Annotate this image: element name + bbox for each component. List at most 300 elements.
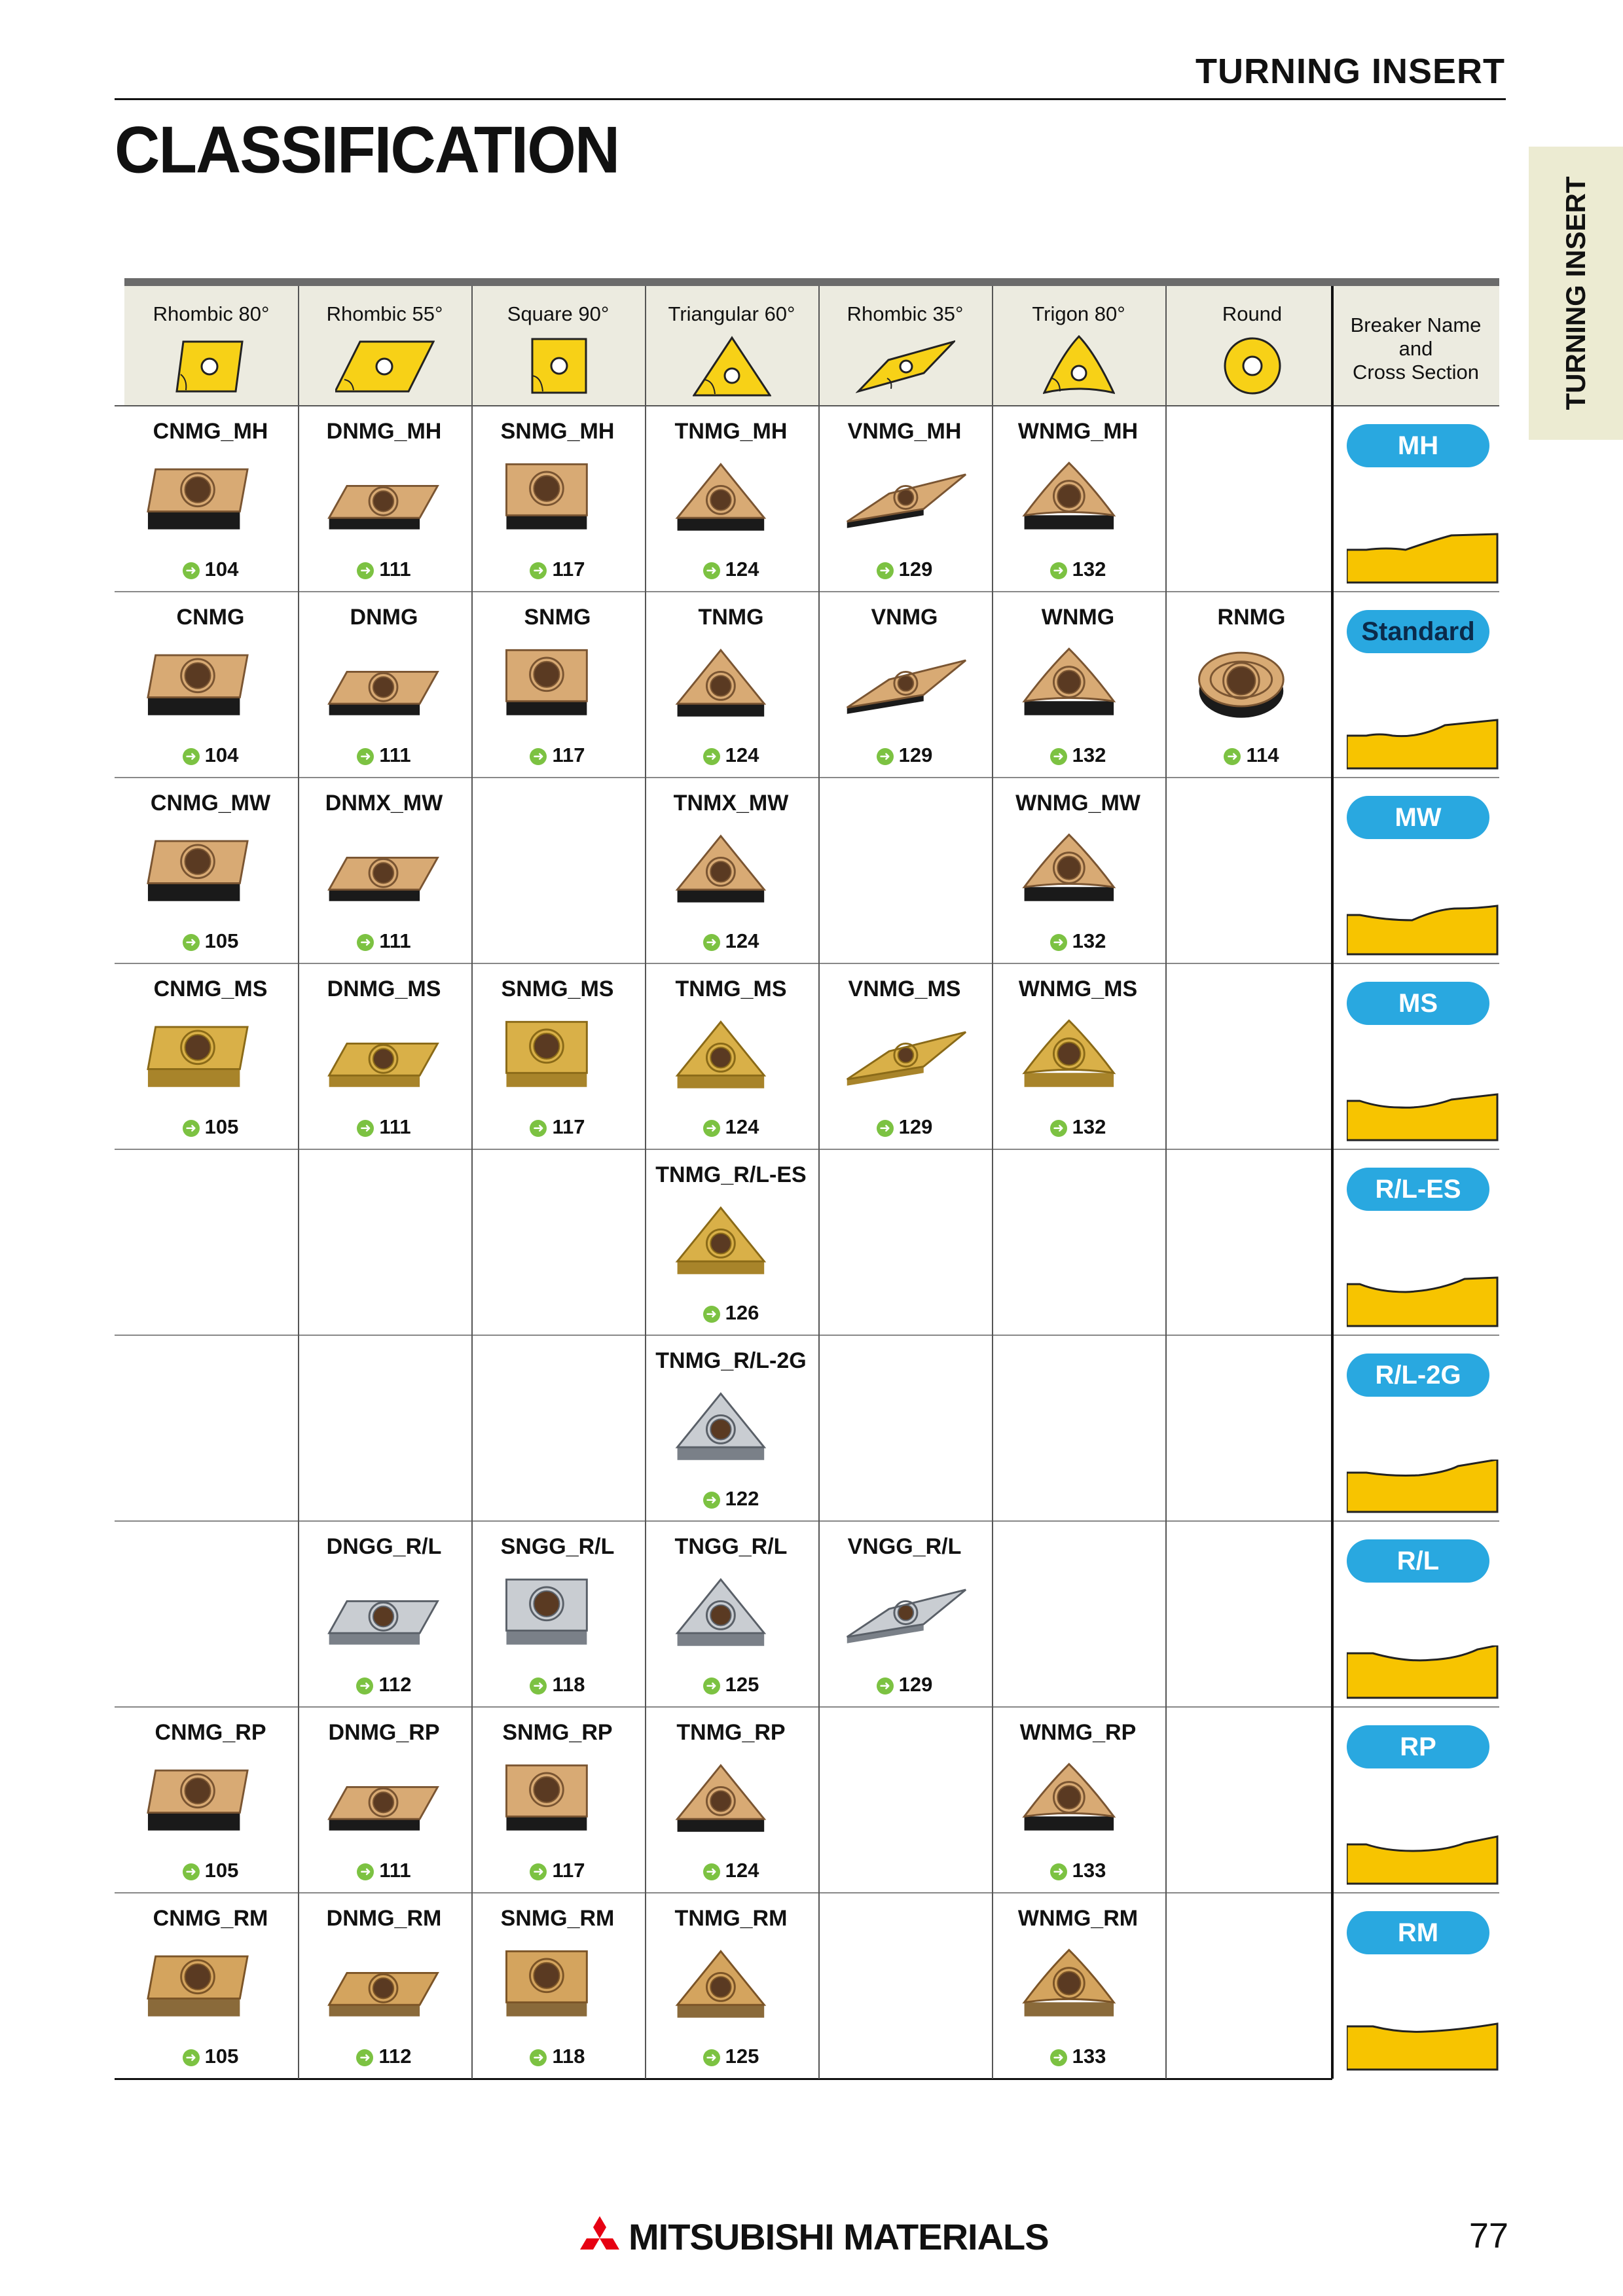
insert-name: VNMG xyxy=(871,605,938,630)
table-top-bar xyxy=(124,278,1499,286)
insert-photo xyxy=(841,1575,968,1650)
insert-cell[interactable] xyxy=(124,1707,297,1892)
insert-photo xyxy=(667,645,795,721)
page-number-ref: 124 xyxy=(725,929,759,952)
insert-photo xyxy=(494,1946,621,2022)
page-number-ref: 112 xyxy=(378,1673,412,1696)
page-number-ref: 125 xyxy=(725,1673,759,1696)
page-number-ref: 111 xyxy=(379,1859,411,1882)
breaker-badge[interactable]: MH xyxy=(1347,424,1489,467)
page-number-ref: 126 xyxy=(725,1301,759,1324)
page-number-ref: 122 xyxy=(725,1487,759,1510)
insert-cell[interactable] xyxy=(645,1707,817,1892)
insert-name: WNMG_MW xyxy=(1015,791,1140,816)
insert-shape-icon xyxy=(856,334,955,399)
arrow-icon: ➜ xyxy=(703,1863,720,1880)
page-number-ref: 112 xyxy=(378,2045,412,2068)
insert-cell[interactable] xyxy=(298,1893,470,2078)
insert-name: SNMG_MH xyxy=(500,419,615,444)
page-number-ref: 132 xyxy=(1072,558,1106,581)
insert-photo xyxy=(667,1946,795,2022)
arrow-icon: ➜ xyxy=(1050,1120,1067,1137)
arrow-icon: ➜ xyxy=(1050,1863,1067,1880)
side-tab[interactable] xyxy=(1529,147,1623,440)
insert-cell[interactable] xyxy=(818,963,991,1149)
page-reference[interactable] xyxy=(124,744,297,767)
cross-section-profile-icon xyxy=(1347,1274,1499,1327)
page-reference[interactable] xyxy=(645,2045,817,2068)
insert-cell[interactable] xyxy=(471,1707,644,1892)
page-number-ref: 104 xyxy=(204,744,239,766)
breaker-cell xyxy=(1332,963,1499,1149)
page-number-ref: 124 xyxy=(725,1859,759,1882)
page-number-ref: 118 xyxy=(552,2045,585,2068)
insert-photo xyxy=(147,1017,274,1092)
shape-header-label: Rhombic 80° xyxy=(153,302,270,325)
arrow-icon: ➜ xyxy=(183,748,200,765)
insert-cell[interactable] xyxy=(124,778,297,963)
breaker-cell xyxy=(1332,592,1499,777)
insert-cell[interactable] xyxy=(124,963,297,1149)
insert-photo xyxy=(1014,1946,1142,2022)
page-reference[interactable] xyxy=(818,558,991,581)
page-number-ref: 111 xyxy=(379,1115,411,1138)
arrow-icon: ➜ xyxy=(703,748,720,765)
page-reference[interactable] xyxy=(298,558,470,581)
insert-photo xyxy=(494,1761,621,1836)
arrow-icon: ➜ xyxy=(1050,934,1067,951)
breaker-cell xyxy=(1332,1893,1499,2078)
shape-header-label: Rhombic 35° xyxy=(847,302,964,325)
page-reference[interactable] xyxy=(124,558,297,581)
insert-name: TNMX_MW xyxy=(673,791,789,816)
arrow-icon: ➜ xyxy=(183,1120,200,1137)
insert-name: SNMG_RP xyxy=(502,1720,613,1745)
breaker-cell xyxy=(1332,778,1499,963)
page-number-ref: 133 xyxy=(1072,1859,1106,1882)
insert-name: RNMG xyxy=(1217,605,1286,630)
column-divider xyxy=(645,286,646,2079)
arrow-icon: ➜ xyxy=(703,1120,720,1137)
page-number-ref: 124 xyxy=(725,1115,759,1138)
arrow-icon: ➜ xyxy=(703,1306,720,1323)
insert-cell[interactable] xyxy=(298,1707,470,1892)
insert-cell[interactable] xyxy=(645,406,817,591)
insert-name: SNMG_MS xyxy=(501,977,614,1001)
arrow-icon: ➜ xyxy=(357,748,374,765)
page-reference[interactable] xyxy=(645,929,817,953)
insert-cell[interactable] xyxy=(645,1521,817,1706)
insert-photo xyxy=(667,1575,795,1650)
insert-name: DNMG_RP xyxy=(328,1720,440,1745)
column-divider xyxy=(1165,286,1167,2079)
insert-photo xyxy=(841,1017,968,1092)
breaker-cell xyxy=(1332,1149,1499,1335)
page-reference[interactable] xyxy=(992,558,1164,581)
insert-photo xyxy=(320,1575,448,1650)
insert-name: CNMG_MW xyxy=(150,791,271,816)
column-divider xyxy=(992,286,993,2079)
insert-shape-icon xyxy=(526,334,591,399)
shape-header-label: Trigon 80° xyxy=(1032,302,1125,325)
arrow-icon: ➜ xyxy=(877,562,894,579)
insert-cell[interactable] xyxy=(298,963,470,1149)
insert-cell[interactable] xyxy=(298,1521,470,1706)
page-reference[interactable] xyxy=(992,744,1164,767)
page-reference[interactable] xyxy=(124,1859,297,1882)
insert-cell[interactable] xyxy=(992,963,1164,1149)
insert-photo xyxy=(667,1389,795,1464)
insert-photo xyxy=(147,459,274,535)
page-reference[interactable] xyxy=(645,1301,817,1325)
page-reference[interactable] xyxy=(124,1115,297,1139)
page-number-ref: 132 xyxy=(1072,1115,1106,1138)
insert-photo xyxy=(320,1017,448,1092)
insert-shape-icon xyxy=(1043,334,1115,399)
insert-cell[interactable] xyxy=(992,1893,1164,2078)
insert-name: WNMG_MH xyxy=(1017,419,1139,444)
page-reference[interactable] xyxy=(471,558,644,581)
page-number-ref: 104 xyxy=(204,558,239,581)
insert-name: TNMG_MH xyxy=(674,419,788,444)
insert-cell[interactable] xyxy=(818,1521,991,1706)
column-divider xyxy=(471,286,473,2079)
insert-cell[interactable] xyxy=(645,1335,817,1520)
page-number-ref: 118 xyxy=(552,1673,585,1696)
page-number-ref: 117 xyxy=(552,1115,585,1138)
arrow-icon: ➜ xyxy=(703,2049,720,2066)
insert-shape-icon xyxy=(175,334,247,399)
arrow-icon: ➜ xyxy=(183,562,200,579)
insert-cell[interactable] xyxy=(124,406,297,591)
breaker-header-line: Cross Section xyxy=(1353,361,1479,384)
page-number-ref: 129 xyxy=(898,744,933,766)
insert-photo xyxy=(494,1575,621,1650)
page-reference[interactable] xyxy=(124,929,297,953)
page-number-ref: 111 xyxy=(379,744,411,766)
insert-photo xyxy=(147,831,274,906)
breaker-badge[interactable]: Standard xyxy=(1347,610,1489,653)
insert-name: DNMG_MH xyxy=(326,419,442,444)
insert-photo xyxy=(1014,1761,1142,1836)
insert-cell[interactable] xyxy=(124,592,297,777)
insert-name: TNMG_RP xyxy=(676,1720,786,1745)
insert-name: WNMG_RP xyxy=(1019,1720,1137,1745)
arrow-icon: ➜ xyxy=(183,2049,200,2066)
column-divider xyxy=(298,286,299,2079)
insert-photo xyxy=(1014,645,1142,721)
insert-name: TNMG_R/L-ES xyxy=(655,1162,807,1187)
breaker-badge[interactable]: RP xyxy=(1347,1725,1489,1768)
page-number-ref: 111 xyxy=(379,558,411,581)
arrow-icon: ➜ xyxy=(877,1677,894,1695)
insert-cell[interactable] xyxy=(992,406,1164,591)
shape-header-cell xyxy=(124,286,298,406)
insert-cell[interactable] xyxy=(992,778,1164,963)
arrow-icon: ➜ xyxy=(357,934,374,951)
breaker-cell xyxy=(1332,1707,1499,1892)
page-reference[interactable] xyxy=(298,1859,470,1882)
insert-name: TNMG_R/L-2G xyxy=(655,1348,807,1373)
arrow-icon: ➜ xyxy=(703,1492,720,1509)
insert-cell[interactable] xyxy=(645,963,817,1149)
arrow-icon: ➜ xyxy=(356,1677,373,1695)
insert-cell[interactable] xyxy=(818,406,991,591)
page-number-ref: 117 xyxy=(552,1859,585,1882)
insert-photo xyxy=(667,1203,795,1278)
page-reference[interactable] xyxy=(298,1115,470,1139)
insert-name: VNMG_MH xyxy=(847,419,962,444)
insert-photo xyxy=(147,1761,274,1836)
page-reference[interactable] xyxy=(645,1859,817,1882)
page-reference[interactable] xyxy=(124,2045,297,2068)
insert-name: CNMG_RP xyxy=(155,1720,266,1745)
insert-cell[interactable] xyxy=(471,1893,644,2078)
page-number-ref: 105 xyxy=(204,2045,239,2068)
insert-photo xyxy=(320,1761,448,1836)
arrow-icon: ➜ xyxy=(703,934,720,951)
breaker-badge[interactable]: RM xyxy=(1347,1911,1489,1954)
arrow-icon: ➜ xyxy=(357,1863,374,1880)
insert-cell[interactable] xyxy=(471,963,644,1149)
insert-name: CNMG_RM xyxy=(153,1906,268,1931)
page-reference[interactable] xyxy=(818,1673,991,1696)
page-title: CLASSIFICATION xyxy=(115,113,619,187)
arrow-icon: ➜ xyxy=(530,562,547,579)
side-tab-label: TURNING INSERT xyxy=(1560,176,1591,410)
page-number-ref: 129 xyxy=(898,558,933,581)
insert-cell[interactable] xyxy=(298,592,470,777)
insert-cell[interactable] xyxy=(992,592,1164,777)
insert-shape-icon xyxy=(693,334,771,399)
page-reference[interactable] xyxy=(471,1673,644,1696)
insert-name: TNMG_MS xyxy=(675,977,787,1001)
cross-section-profile-icon xyxy=(1347,2017,1499,2071)
page-number-ref: 124 xyxy=(725,558,759,581)
arrow-icon: ➜ xyxy=(703,1677,720,1695)
insert-name: CNMG_MH xyxy=(153,419,268,444)
insert-name: CNMG_MS xyxy=(153,977,268,1001)
shape-header-cell xyxy=(645,286,818,406)
insert-cell[interactable] xyxy=(645,1893,817,2078)
insert-cell[interactable] xyxy=(645,1149,817,1335)
breaker-header xyxy=(1332,286,1499,406)
page-number: 77 xyxy=(1468,2216,1508,2255)
cross-section-profile-icon xyxy=(1347,716,1499,770)
arrow-icon: ➜ xyxy=(1050,748,1067,765)
insert-photo xyxy=(667,831,795,906)
insert-shape-icon xyxy=(1218,334,1286,399)
arrow-icon: ➜ xyxy=(357,562,374,579)
insert-cell[interactable] xyxy=(818,592,991,777)
insert-photo xyxy=(147,1946,274,2022)
page-reference[interactable] xyxy=(298,929,470,953)
breaker-badge[interactable]: R/L-ES xyxy=(1347,1168,1489,1211)
page-reference[interactable] xyxy=(471,744,644,767)
insert-name: CNMG xyxy=(176,605,245,630)
page-number-ref: 114 xyxy=(1246,744,1279,766)
insert-name: TNMG_RM xyxy=(674,1906,788,1931)
header-divider xyxy=(115,405,1499,406)
insert-name: WNMG_RM xyxy=(1017,1906,1139,1931)
page-reference[interactable] xyxy=(645,744,817,767)
page-reference[interactable] xyxy=(992,1115,1164,1139)
breaker-badge[interactable]: R/L xyxy=(1347,1539,1489,1583)
insert-name: DNMG_MS xyxy=(327,977,441,1001)
page-reference[interactable] xyxy=(818,744,991,767)
shape-header-cell xyxy=(992,286,1165,406)
page-reference[interactable] xyxy=(298,2045,470,2068)
insert-name: SNGG_R/L xyxy=(500,1534,615,1559)
insert-photo xyxy=(1014,831,1142,906)
cross-section-profile-icon xyxy=(1347,902,1499,956)
page-reference[interactable] xyxy=(471,1859,644,1882)
insert-shape-icon xyxy=(335,334,435,399)
page-reference[interactable] xyxy=(992,929,1164,953)
page-number-ref: 124 xyxy=(725,744,759,766)
insert-cell[interactable] xyxy=(471,406,644,591)
arrow-icon: ➜ xyxy=(530,2049,547,2066)
insert-cell[interactable] xyxy=(1165,592,1338,777)
cross-section-profile-icon xyxy=(1347,1645,1499,1699)
page-number-ref: 105 xyxy=(204,1115,239,1138)
page-reference[interactable] xyxy=(645,1673,817,1696)
insert-cell[interactable] xyxy=(645,592,817,777)
page-number-ref: 117 xyxy=(552,744,585,766)
page-number-ref: 129 xyxy=(898,1673,933,1696)
arrow-icon: ➜ xyxy=(530,748,547,765)
arrow-icon: ➜ xyxy=(183,934,200,951)
cross-section-profile-icon xyxy=(1347,530,1499,584)
breaker-header-line: and xyxy=(1398,337,1433,360)
header-rule xyxy=(115,98,1506,100)
shape-header-label: Triangular 60° xyxy=(668,302,795,325)
insert-cell[interactable] xyxy=(124,1893,297,2078)
page-number-ref: 132 xyxy=(1072,929,1106,952)
insert-photo xyxy=(494,1017,621,1092)
arrow-icon: ➜ xyxy=(530,1677,547,1695)
page-number-ref: 117 xyxy=(552,558,585,581)
page-number-ref: 125 xyxy=(725,2045,759,2068)
page-number-ref: 132 xyxy=(1072,744,1106,766)
row-divider xyxy=(115,2078,1332,2080)
arrow-icon: ➜ xyxy=(356,2049,373,2066)
insert-photo xyxy=(667,1017,795,1092)
arrow-icon: ➜ xyxy=(877,748,894,765)
breaker-badge[interactable]: R/L-2G xyxy=(1347,1354,1489,1397)
insert-name: VNMG_MS xyxy=(848,977,961,1001)
insert-photo xyxy=(320,459,448,535)
page-reference[interactable] xyxy=(298,744,470,767)
insert-cell[interactable] xyxy=(298,406,470,591)
page-reference[interactable] xyxy=(471,1115,644,1139)
page-reference[interactable] xyxy=(471,2045,644,2068)
insert-cell[interactable] xyxy=(471,592,644,777)
insert-cell[interactable] xyxy=(298,778,470,963)
column-divider xyxy=(818,286,820,2079)
insert-photo xyxy=(494,645,621,721)
arrow-icon: ➜ xyxy=(1050,2049,1067,2066)
page-reference[interactable] xyxy=(645,558,817,581)
page-number-ref: 105 xyxy=(204,1859,239,1882)
page-reference[interactable] xyxy=(645,1115,817,1139)
insert-name: DNGG_R/L xyxy=(326,1534,442,1559)
insert-photo xyxy=(841,459,968,535)
shape-header-cell xyxy=(298,286,471,406)
page-reference[interactable] xyxy=(818,1115,991,1139)
cross-section-profile-icon xyxy=(1347,1831,1499,1885)
insert-photo xyxy=(667,459,795,535)
page-reference[interactable] xyxy=(992,1859,1164,1882)
insert-name: TNGG_R/L xyxy=(674,1534,788,1559)
mitsubishi-logo-icon xyxy=(579,2212,620,2258)
insert-photo xyxy=(494,459,621,535)
insert-name: SNMG_RM xyxy=(500,1906,615,1931)
arrow-icon: ➜ xyxy=(1224,748,1241,765)
shape-header-cell xyxy=(1165,286,1339,406)
shape-header-label: Rhombic 55° xyxy=(326,302,443,325)
insert-cell[interactable] xyxy=(992,1707,1164,1892)
page-number-ref: 133 xyxy=(1072,2045,1106,2068)
arrow-icon: ➜ xyxy=(1050,562,1067,579)
breaker-column-divider xyxy=(1331,286,1334,2079)
insert-name: DNMX_MW xyxy=(325,791,443,816)
page-reference[interactable] xyxy=(645,1487,817,1511)
page-number-ref: 111 xyxy=(379,929,411,952)
page-reference[interactable] xyxy=(1165,744,1338,767)
breaker-cell xyxy=(1332,406,1499,591)
insert-name: WNMG xyxy=(1041,605,1115,630)
insert-name: DNMG_RM xyxy=(326,1906,442,1931)
breaker-header-line: Breaker Name xyxy=(1350,314,1482,336)
insert-photo xyxy=(1188,645,1315,721)
shape-header-cell xyxy=(818,286,992,406)
insert-photo xyxy=(1014,459,1142,535)
breaker-cell xyxy=(1332,1521,1499,1706)
insert-name: SNMG xyxy=(524,605,591,630)
shape-header-label: Round xyxy=(1222,302,1283,325)
insert-cell[interactable] xyxy=(645,778,817,963)
insert-photo xyxy=(1014,1017,1142,1092)
page-reference[interactable] xyxy=(298,1673,470,1696)
breaker-badge[interactable]: MS xyxy=(1347,982,1489,1025)
footer-brand: MITSUBISHI MATERIALS xyxy=(629,2216,1049,2257)
insert-name: VNGG_R/L xyxy=(847,1534,962,1559)
section-title: TURNING INSERT xyxy=(1195,52,1505,91)
insert-name: DNMG xyxy=(350,605,418,630)
cross-section-profile-icon xyxy=(1347,1088,1499,1141)
insert-photo xyxy=(320,645,448,721)
shape-header-cell xyxy=(471,286,645,406)
arrow-icon: ➜ xyxy=(877,1120,894,1137)
insert-name: WNMG_MS xyxy=(1018,977,1138,1001)
insert-photo xyxy=(841,645,968,721)
arrow-icon: ➜ xyxy=(357,1120,374,1137)
insert-photo xyxy=(320,1946,448,2022)
insert-photo xyxy=(667,1761,795,1836)
page-reference[interactable] xyxy=(992,2045,1164,2068)
insert-photo xyxy=(147,645,274,721)
cross-section-profile-icon xyxy=(1347,1460,1499,1513)
insert-photo xyxy=(320,831,448,906)
arrow-icon: ➜ xyxy=(703,562,720,579)
shape-header-label: Square 90° xyxy=(507,302,610,325)
breaker-cell xyxy=(1332,1335,1499,1520)
arrow-icon: ➜ xyxy=(530,1120,547,1137)
page-number-ref: 105 xyxy=(204,929,239,952)
breaker-badge[interactable]: MW xyxy=(1347,796,1489,839)
insert-cell[interactable] xyxy=(471,1521,644,1706)
